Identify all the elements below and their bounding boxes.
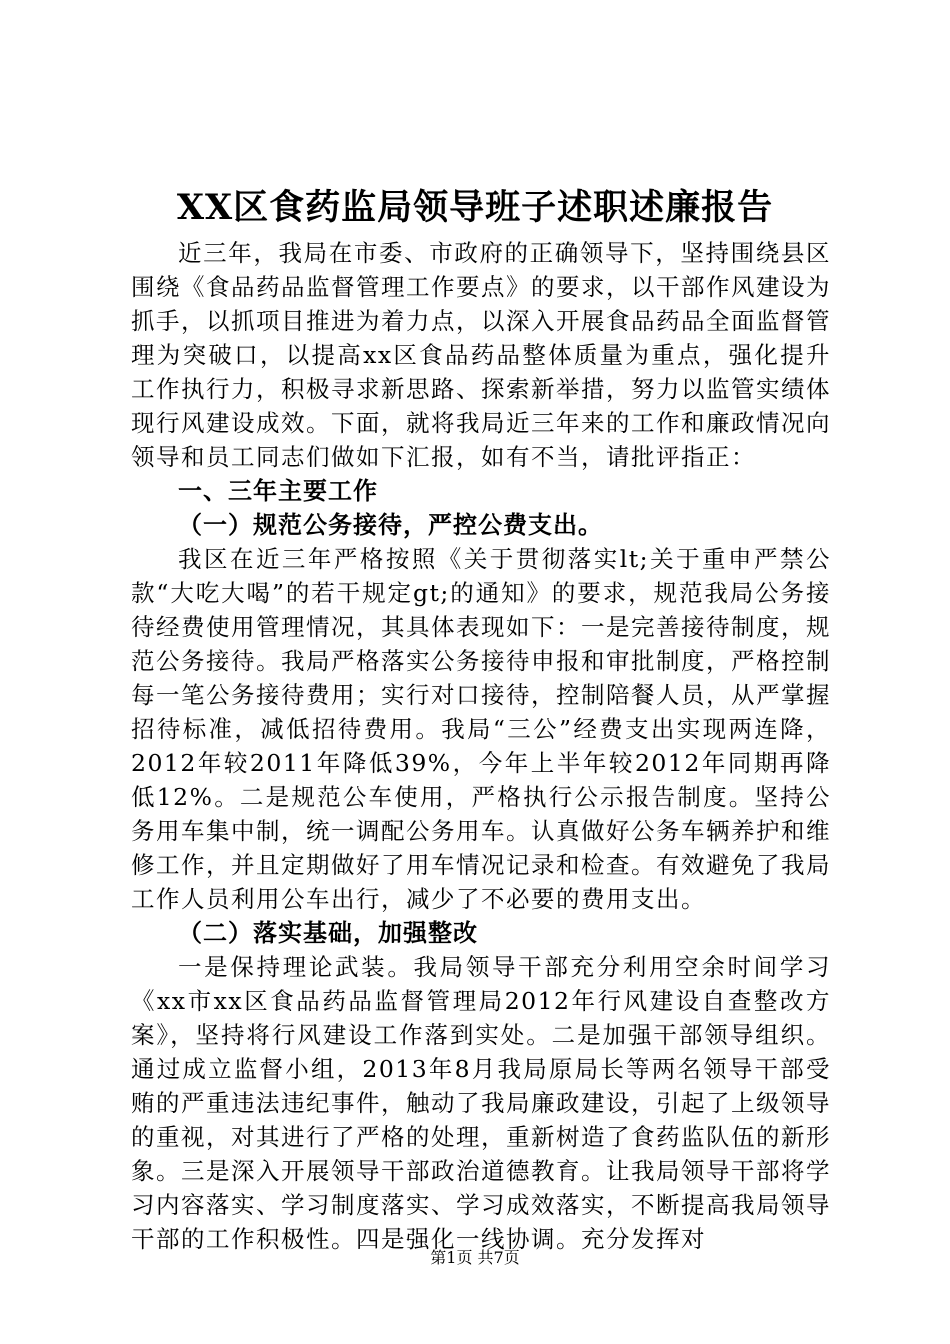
rectification-paragraph: 一是保持理论武装。我局领导干部充分利用空余时间学习《xx市xx区食品药品监督管理局2012年行风建设自查整改方案》，坚持将行风建设工作落到实处。二是加强干部领导组织。通过成立监督小组，2013年8月我局原局长等两名领导干部受贿的严重违法违纪事件，触动了我局廉政建设，引起了上级领导的重视，对其进行了严格的处理，重新树造了食药监队伍的新形象。三是深入开展领导干部政治道德教育。让我局领导干部将学习内容落实、学习制度落实、学习成效落实，不断提高我局领导干部的工作积极性。四是强化一线协调。充分发挥对 [131, 953, 831, 1253]
reception-paragraph: 我区在近三年严格按照《关于贯彻落实lt;关于重申严禁公款“大吃大喝”的若干规定gt;的通知》的要求，规范我局公务接待经费使用管理情况，其具体表现如下：一是完善接待制度，规范公务接待。我局严格落实公务接待申报和审批制度，严格控制每一笔公务接待费用；实行对口接待，控制陪餐人员，从严掌握招待标准，减低招待费用。我局“三公”经费支出实现两连降，2012年较2011年降低39%，今年上半年较2012年同期再降低12%。二是规范公车使用，严格执行公示报告制度。坚持公务用车集中制，统一调配公务用车。认真做好公务车辆养护和维修工作，并且定期做好了用车情况记录和检查。有效避免了我局工作人员利用公车出行，减少了不必要的费用支出。 [131, 545, 831, 913]
document-body [131, 236, 831, 1256]
subsection-heading-reception: （一）规范公务接待，严控公费支出。 [178, 511, 603, 539]
page-number-footer: 第1页 共7页 [430, 1248, 520, 1267]
section-heading-main-work: 一、三年主要工作 [178, 477, 378, 505]
document-title: XX区食药监局领导班子述职述廉报告 [176, 187, 774, 228]
subsection-heading-rectification: （二）落实基础，加强整改 [178, 919, 478, 947]
intro-paragraph: 近三年，我局在市委、市政府的正确领导下，坚持围绕县区围绕《食品药品监督管理工作要点》的要求，以干部作风建设为抓手，以抓项目推进为着力点，以深入开展食品药品全面监督管理为突破口，以提高xx区食品药品整体质量为重点，强化提升工作执行力，积极寻求新思路、探索新举措，努力以监管实绩体现行风建设成效。下面，就将我局近三年来的工作和廉政情况向领导和员工同志们做如下汇报，如有不当，请批评指正： [131, 239, 831, 471]
